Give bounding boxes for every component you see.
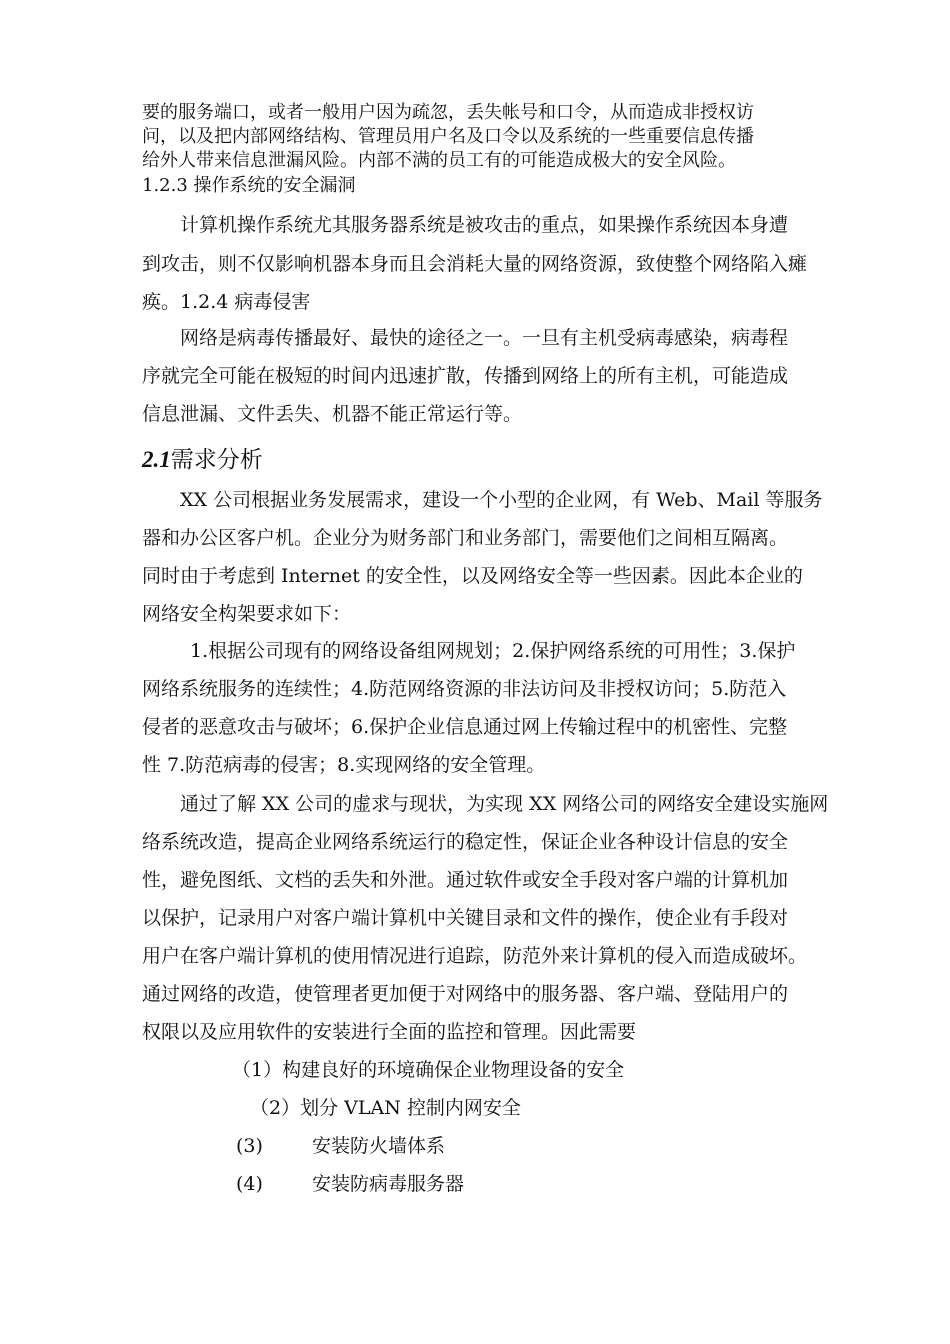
list-number: (3)	[236, 1135, 263, 1157]
paragraph-line: 权限以及应用软件的安装进行全面的监控和管理。因此需要	[142, 1021, 637, 1043]
paragraph-line: 要的服务端口，或者一般用户因为疏忽，丢失帐号和口令，从而造成非授权访	[142, 102, 754, 123]
paragraph-line: 性 7.防范病毒的侵害；8.实现网络的安全管理。	[142, 754, 546, 776]
paragraph-line: 网络系统服务的连续性；4.防范网络资源的非法访问及非授权访问；5.防范入	[142, 678, 787, 700]
list-number: (4)	[236, 1173, 263, 1195]
list-item	[250, 1099, 521, 1118]
list-text: 安装防病毒服务器	[312, 1173, 465, 1195]
paragraph-line: 以保护，记录用户对客户端计算机中关键目录和文件的操作，使企业有手段对	[142, 907, 789, 929]
paragraph-line: 计算机操作系统尤其服务器系统是被攻击的重点，如果操作系统因本身遭	[180, 214, 789, 236]
list-text: 安装防火墙体系	[312, 1135, 446, 1157]
paragraph-line: 侵者的恶意攻击与破坏；6.保护企业信息通过网上传输过程中的机密性、完整	[142, 716, 788, 738]
paragraph-line: 性，避免图纸、文档的丢失和外泄。通过软件或安全手段对客户端的计算机加	[142, 869, 789, 891]
list-item	[236, 1135, 446, 1157]
paragraph-line: 通过了解 XX 公司的虚求与现状，为实现 XX 网络公司的网络安全建设实施网	[180, 793, 829, 815]
section-title: 需求分析	[170, 447, 263, 473]
section-number: 2.1	[142, 447, 171, 472]
paragraph-line: 通过网络的改造，使管理者更加便于对网络中的服务器、客户端、登陆用户的	[142, 983, 789, 1005]
paragraph-line: 问，以及把内部网络结构、管理员用户名及口令以及系统的一些重要信息传播	[142, 126, 754, 147]
paragraph-line: 痪。1.2.4 病毒侵害	[142, 291, 311, 313]
paragraph-line: 同时由于考虑到 Internet 的安全性，以及网络安全等一些因素。因此本企业的	[142, 565, 803, 587]
list-text: 划分 VLAN 控制内网安全	[300, 1097, 521, 1119]
list-item	[236, 1173, 465, 1195]
list-number: （1）	[232, 1059, 283, 1081]
paragraph-line: 到攻击，则不仅影响机器本身而且会消耗大量的网络资源，致使整个网络陷入瘫	[142, 253, 808, 275]
list-number: （2）	[250, 1097, 301, 1119]
list-text: 构建良好的环境确保企业物理设备的安全	[282, 1059, 625, 1081]
paragraph-line: 网络安全构架要求如下：	[142, 603, 352, 625]
paragraph-line: 网络是病毒传播最好、最快的途径之一。一旦有主机受病毒感染，病毒程	[180, 327, 789, 349]
paragraph-line: 络系统改造，提高企业网络系统运行的稳定性，保证企业各种设计信息的安全	[142, 831, 789, 853]
paragraph-line: 器和办公区客户机。企业分为财务部门和业务部门，需要他们之间相互隔离。	[142, 527, 789, 549]
section-heading	[142, 448, 263, 472]
list-item	[232, 1061, 624, 1080]
paragraph-line: 给外人带来信息泄漏风险。内部不满的员工有的可能造成极大的安全风险。	[142, 150, 736, 171]
paragraph-line: 信息泄漏、文件丢失、机器不能正常运行等。	[142, 403, 523, 425]
paragraph-line: 用户在客户端计算机的使用情况进行追踪，防范外来计算机的侵入而造成破坏。	[142, 945, 808, 967]
paragraph-line: 1.根据公司现有的网络设备组网规划；2.保护网络系统的可用性；3.保护	[190, 640, 796, 662]
subheading-1-2-3: 1.2.3 操作系统的安全漏洞	[142, 175, 356, 196]
paragraph-line: 序就完全可能在极短的时间内迅速扩散，传播到网络上的所有主机，可能造成	[142, 365, 789, 387]
paragraph-line: XX 公司根据业务发展需求，建设一个小型的企业网，有 Web、Mail 等服务	[180, 489, 823, 511]
